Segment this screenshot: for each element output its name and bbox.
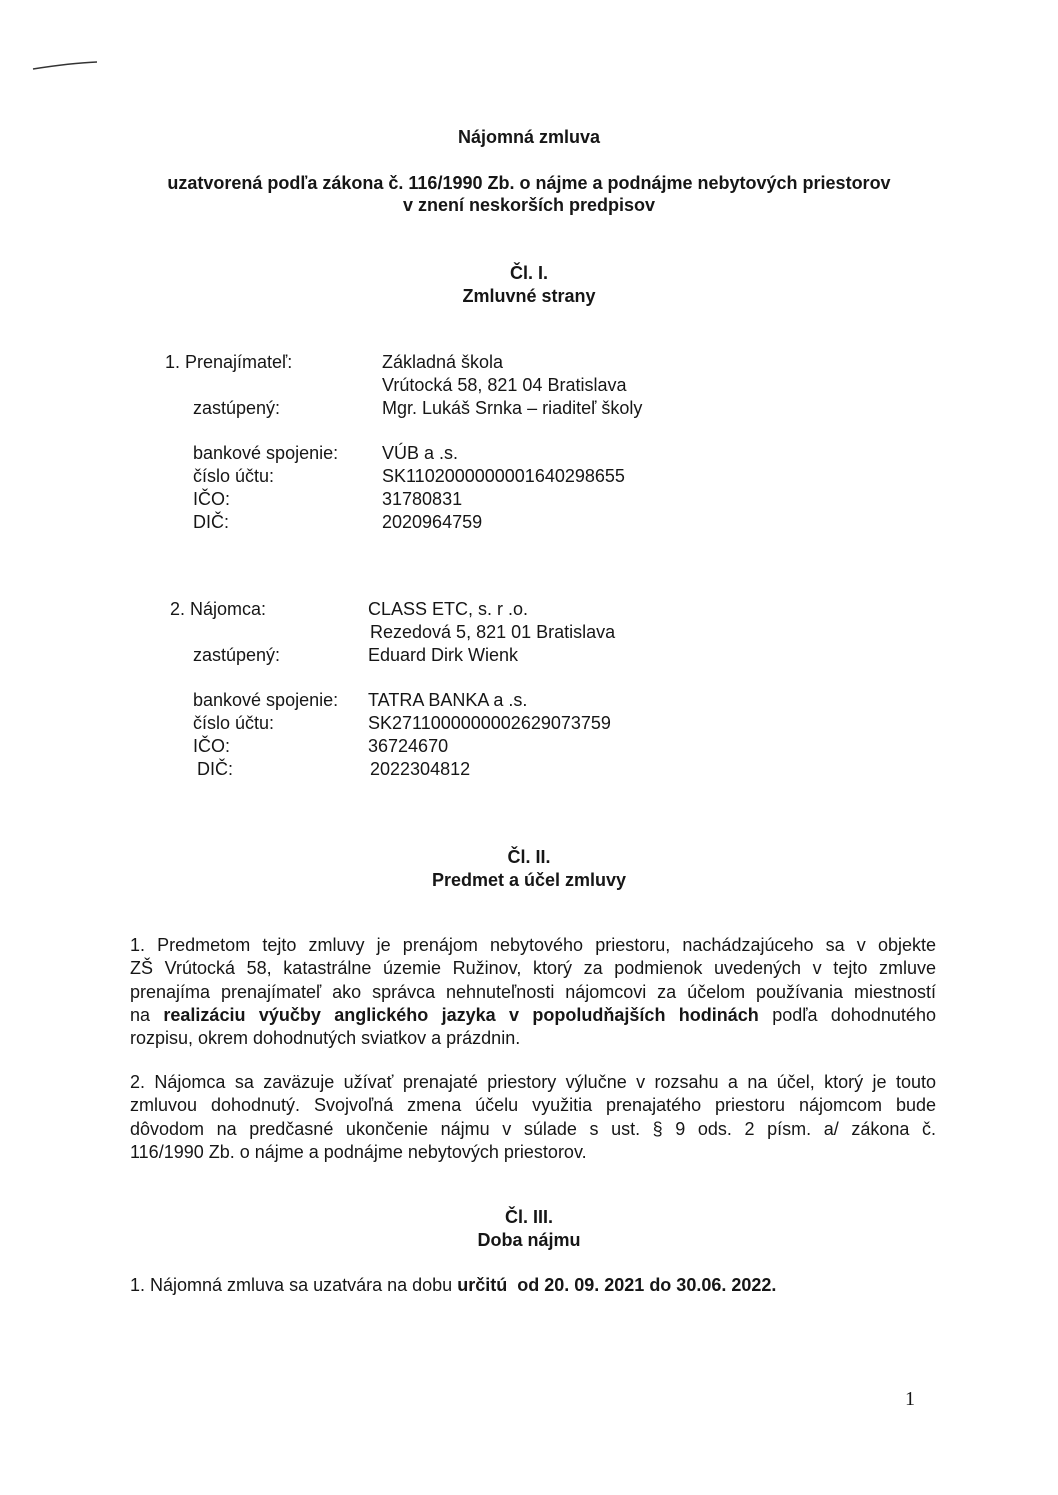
party-1-account-label: číslo účtu: (193, 466, 275, 486)
paragraph-emphasis: určitú (457, 1275, 508, 1295)
article-1-heading: Čl. I. (509, 263, 548, 283)
paragraph-line: 1. Predmetom tejto zmluvy je prenájom nebytového priestoru, nachádzajúceho sa v objekte (130, 935, 936, 955)
paragraph-line: 2. Nájomca sa zaväzuje užívať prenajaté priestory výlučne v rozsahu a na účel, ktorý je touto (130, 1072, 936, 1092)
party-1-dic-label: DIČ: (193, 512, 229, 532)
party-2-ico-label: IČO: (193, 736, 231, 756)
party-1-ico-value: 31780831 (382, 489, 463, 509)
party-2-account-label: číslo účtu: (193, 713, 275, 733)
article-3-paragraph-1 (130, 1274, 776, 1297)
party-2-rep-value: Eduard Dirk Wienk (368, 645, 519, 665)
party-1-address: Vrútocká 58, 821 04 Bratislava (382, 375, 627, 395)
paragraph-line: rozpisu, okrem dohodnutých sviatkov a prázdnin. (130, 1028, 521, 1049)
article-2-paragraph-1 (130, 934, 936, 1050)
party-2-name: CLASS ETC, s. r .o. (368, 599, 529, 619)
article-3-heading: Čl. III. (504, 1207, 553, 1227)
party-2-dic-label: DIČ: (197, 759, 233, 779)
party-2-label: 2. Nájomca: (170, 599, 267, 619)
party-1-rep-value: Mgr. Lukáš Srnka – riaditeľ školy (382, 398, 643, 418)
paragraph-emphasis: realizáciu výučby anglického jazyka v popoludňajších hodinách (163, 1004, 759, 1025)
party-1-rep-label: zastúpený: (193, 398, 281, 418)
paragraph-text: podľa dohodnutého (772, 1004, 936, 1025)
paragraph-line: zmluvou dohodnutý. Svojvoľná zmena účelu využitia prenajatého priestoru nájomcom bude (130, 1095, 936, 1116)
article-1-title: Zmluvné strany (462, 286, 596, 306)
party-2-rep-label: zastúpený: (193, 645, 281, 665)
party-2-account-value: SK2711000000002629073759 (368, 713, 611, 733)
pen-stroke-mark (32, 60, 98, 74)
party-2-ico-value: 36724670 (368, 736, 449, 756)
party-2-bank-label: bankové spojenie: (193, 690, 339, 710)
article-2-title: Predmet a účel zmluvy (431, 870, 627, 890)
document-subtitle-line2: v znení neskorších predpisov (402, 195, 656, 215)
paragraph-emphasis-dates: od 20. 09. 2021 do 30.06. 2022. (517, 1275, 777, 1295)
party-2-dic-value: 2022304812 (370, 759, 471, 779)
article-3-title: Doba nájmu (477, 1230, 581, 1250)
party-1-name: Základná škola (382, 352, 504, 372)
paragraph-line: prenajíma prenajímateľ ako správca nehnuteľnosti nájomcovi za účelom používania miestností (130, 981, 936, 1002)
party-2-bank-value: TATRA BANKA a .s. (368, 690, 528, 710)
party-1-account-value: SK1102000000001640298655 (382, 466, 625, 486)
article-2-heading: Čl. II. (507, 847, 551, 867)
party-1-ico-label: IČO: (193, 489, 231, 509)
party-1-label: 1. Prenajímateľ: (165, 352, 293, 372)
paragraph-text: na (130, 1004, 151, 1025)
paragraph-line: ZŠ Vrútocká 58, katastrálne územie Ružinov, ktorý za podmienok uvedených v tejto zmluve (130, 958, 936, 979)
paragraph-line-mixed (130, 1004, 936, 1027)
party-1-bank-label: bankové spojenie: (193, 443, 339, 463)
page-number: 1 (905, 1388, 915, 1410)
paragraph-line: dôvodom na predčasné ukončenie nájmu v súlade s ust. § 9 ods. 2 písm. a/ zákona č. (130, 1118, 936, 1139)
document-subtitle-line1: uzatvorená podľa zákona č. 116/1990 Zb. o nájme a podnájme nebytových priestorov (167, 173, 891, 193)
article-2-paragraph-2 (130, 1071, 936, 1164)
party-2-address: Rezedová 5, 821 01 Bratislava (370, 622, 616, 642)
paragraph-line: 116/1990 Zb. o nájme a podnájme nebytových priestorov. (130, 1141, 587, 1162)
party-1-bank-value: VÚB a .s. (382, 443, 459, 463)
party-1-dic-value: 2020964759 (382, 512, 483, 532)
paragraph-text: 1. Nájomná zmluva sa uzatvára na dobu (130, 1275, 453, 1295)
document-title: Nájomná zmluva (457, 127, 601, 147)
